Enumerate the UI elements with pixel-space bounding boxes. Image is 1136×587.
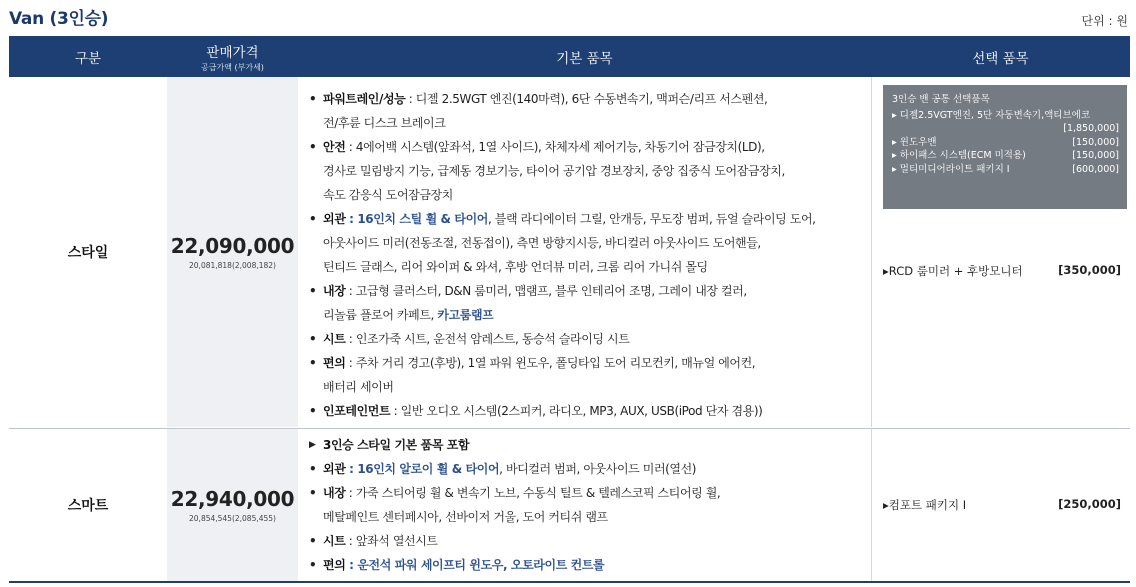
common-option-header: 3인승 밴 공통 선택품목 [892,94,990,105]
basic-item [306,457,866,481]
basic-item-text: : 4에어백 시스템(앞좌석, 1열 사이드), 차체자세 제어기능, 차동기어 잠금장치(LD), [345,140,765,154]
bullet-icon: • [309,284,317,298]
page-title: Van (3인승) [9,9,109,29]
option-price: [600,000] [1072,163,1119,175]
basic-item-key: 파워트레인/성능 [323,92,406,106]
basic-item-highlight: 카고룸램프 [437,308,494,322]
basic-item-key: 외관 [323,212,346,226]
basic-item [306,505,866,529]
basic-item [306,159,866,183]
header-category: 구분 [74,50,102,67]
basic-item-key: 내장 [323,486,346,500]
basic-item-key: 인포테인먼트 [323,404,391,418]
basic-item-text: 속도 감응식 도어잠금장치 [323,188,453,202]
option-label: ▸ 하이패스 시스템(ECM 미적용) [892,150,1026,161]
row-basic-items [298,429,871,581]
header-price [167,36,298,77]
row-basic-items [298,77,871,427]
bullet-icon: • [309,404,317,418]
row-category: 스마트 [67,498,109,514]
header-price-label: 판매가격 [206,44,259,61]
basic-item [306,375,866,399]
common-option-box [883,85,1127,209]
row-category: 스타일 [67,245,109,261]
basic-item [306,433,866,457]
basic-item-key: 외관 [323,462,346,476]
basic-item-text: : 가죽 스티어링 휠 & 변속기 노브, 수동식 틸트 & 텔레스코픽 스티어링 휠, [345,486,721,500]
table-bottom-border [9,581,1130,583]
table-header [9,36,1130,77]
option-label: ▸RCD 룸미러 + 후방모니터 [883,264,1023,278]
bullet-icon: • [309,558,317,572]
option-label: ▸ 멀티미디어라이트 패키지 I [892,163,1010,175]
basic-item-text: : 디젤 2.5WGT 엔진(140마력), 6단 수동변속기, 맥퍼슨/리프 서스펜션, [405,92,768,106]
row-price-sub: 20,854,545(2,085,455) [189,514,276,523]
triangle-bullet-icon: ▶ [309,440,316,450]
header-option: 선택 품목 [972,50,1029,67]
bullet-icon: • [309,140,317,154]
common-option-item [892,136,1119,150]
basic-list [306,87,866,423]
option-price: [1,850,000] [1063,123,1119,134]
basic-item [306,529,866,553]
basic-item-text: : 고급형 클러스터, D&N 룸미러, 맵램프, 블루 인테리어 조명, 그레이 내장 컬러, [345,284,747,298]
basic-list [306,433,866,577]
unit-label: 단위 : 원 [1081,14,1128,28]
basic-item-text: 배터리 세이버 [323,380,394,394]
table-row-smart [9,429,1130,581]
basic-item [306,351,866,375]
option-price: [150,000] [1072,150,1119,161]
basic-item [306,399,866,423]
basic-item-text: , 블랙 라디에이터 그릴, 안개등, 무도장 범퍼, 듀얼 슬라이딩 도어, [487,212,816,226]
header-basic: 기본 품목 [556,50,613,67]
basic-item [306,87,866,111]
basic-item-text: : 일반 오디오 시스템(2스피커, 라디오, MP3, AUX, USB(iPod 단자 겸용)) [390,404,763,418]
basic-item-key: 시트 [323,332,346,346]
bullet-icon: • [309,92,317,106]
row-price-sub: 20,081,818(2,008,182) [189,261,276,270]
basic-item-text: 리놀륨 플로어 카페트, [323,308,438,322]
row-price: 22,090,000 [170,234,295,258]
basic-item-text: 경사로 밀림방지 기능, 급제동 경보기능, 타이어 공기압 경보장치, 중앙 집중식 도어잠금장치, [323,164,785,178]
option-label: ▸ 디젤2.5VGT엔진, 5단 자동변속기,액티브에코 [892,109,1090,121]
basic-item-text: 3인승 스타일 기본 품목 포함 [323,438,470,452]
bullet-icon: • [309,534,317,548]
option-price: [250,000] [1058,497,1121,511]
row-price-cell [167,429,298,581]
basic-item-text: 전/후륜 디스크 브레이크 [323,116,446,130]
bullet-icon: • [309,212,317,226]
bullet-icon: • [309,356,317,370]
bullet-icon: • [309,332,317,346]
common-option-item [892,163,1119,177]
basic-item-highlight: : 16인치 알로이 휠 & 타이어 [345,462,500,476]
basic-item-text: , 바디컬러 범퍼, 아웃사이드 미러(열선) [499,462,697,476]
basic-item [306,135,866,159]
basic-item-text: : 앞좌석 열선시트 [345,534,438,548]
option-label: ▸컴포트 패키지 I [883,498,967,512]
basic-item-key: 편의 [323,558,346,572]
option-label: ▸ 윈도우밴 [892,136,937,148]
basic-item [306,183,866,207]
bullet-icon: • [309,486,317,500]
option-item-rcd [883,263,1121,279]
basic-item [306,279,866,303]
basic-item-key: 안전 [323,140,346,154]
basic-item-text: 메탈페인트 센터페시아, 선바이저 거울, 도어 커티쉬 램프 [323,510,608,524]
basic-item-key: 내장 [323,284,346,298]
basic-item [306,231,866,255]
table-row-style [9,77,1130,427]
row-options [871,429,1131,581]
basic-item-highlight: : 16인치 스틸 휠 & 타이어 [345,212,488,226]
basic-item-text: 아웃사이드 미러(전동조절, 전동접이), 측면 방향지시등, 바디컬러 아웃사이드 도어핸들, [323,236,761,250]
basic-item-key: 편의 [323,356,346,370]
basic-item-highlight: : 운전석 파워 세이프티 윈도우, 오토라이트 컨트롤 [345,558,605,572]
basic-item-text: 틴티드 글래스, 리어 와이퍼 & 와셔, 후방 언더뷰 미러, 크롬 리어 가니쉬 몰딩 [323,260,708,274]
basic-item [306,111,866,135]
basic-item-text: : 주차 거리 경고(후방), 1열 파워 윈도우, 폴딩타입 도어 리모컨키, 매뉴얼 에어컨, [345,356,756,370]
row-price-cell [167,77,298,427]
basic-item [306,481,866,505]
basic-item [306,553,866,577]
bullet-icon: • [309,462,317,476]
option-item-comfort [883,497,1121,513]
option-price: [150,000] [1072,136,1119,148]
common-option-item [892,109,1119,136]
header-price-sub: 공급가액 (부가세) [201,62,264,72]
basic-item-key: 시트 [323,534,346,548]
basic-item [306,207,866,231]
row-price: 22,940,000 [170,487,295,511]
basic-item [306,303,866,327]
basic-item-text: : 인조가죽 시트, 운전석 암레스트, 동승석 슬라이딩 시트 [345,332,630,346]
option-price: [350,000] [1058,263,1121,277]
common-option-item [892,149,1119,163]
basic-item [306,255,866,279]
basic-item [306,327,866,351]
row-options [871,77,1131,427]
